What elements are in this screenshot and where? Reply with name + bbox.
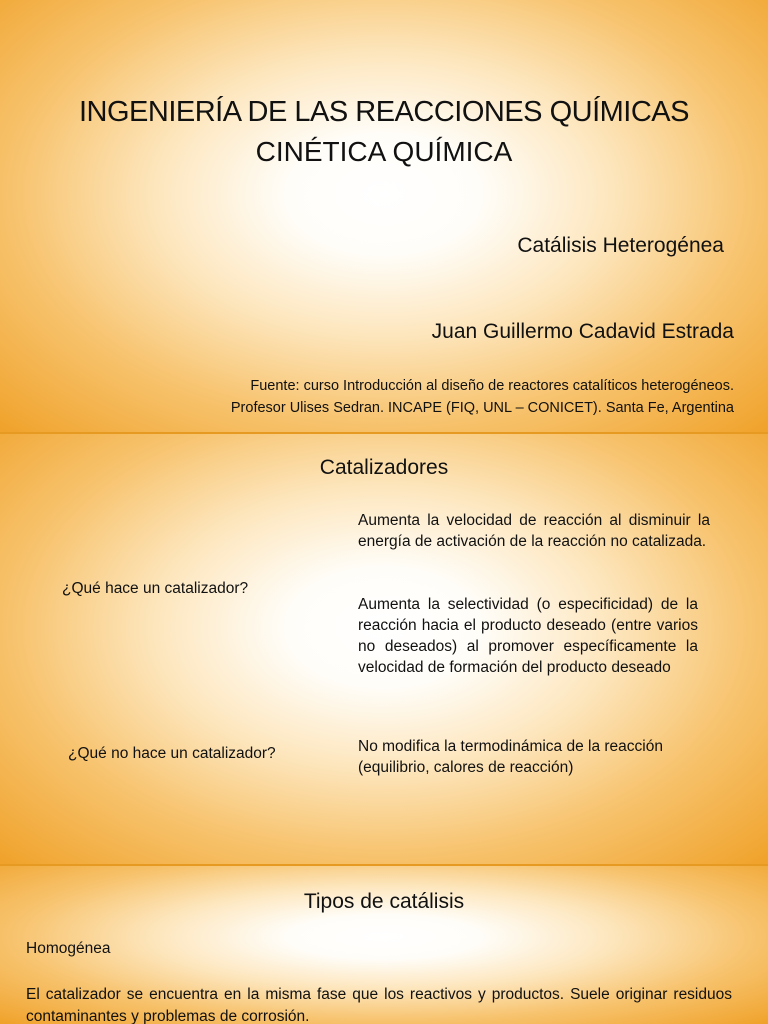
answer-activation-energy: Aumenta la velocidad de reacción al disminuir la energía de activación de la reacción no catalizada. (358, 512, 710, 550)
section-heading-homogeneous: Homogénea (26, 940, 111, 957)
topic-title: Catálisis Heterogénea (517, 234, 724, 257)
slide-heading: Tipos de catálisis (303, 890, 465, 913)
source-line-2: Profesor Ulises Sedran. INCAPE (FIQ, UNL – CONICET). Santa Fe, Argentina (230, 400, 734, 416)
section-body: El catalizador se encuentra en la misma fase que los reactivos y productos. Suele originar residuos contaminantes y problemas de corrosión. (26, 986, 732, 1024)
slide-title (0, 0, 768, 432)
question-what-does-not: ¿Qué no hace un catalizador? (68, 745, 276, 762)
course-subtitle: CINÉTICA QUÍMICA (255, 136, 513, 167)
slide-catalysts (0, 434, 768, 864)
slide-catalysis-types (0, 866, 768, 1024)
slide-heading: Catalizadores (319, 456, 449, 479)
author-name: Juan Guillermo Cadavid Estrada (431, 320, 734, 343)
course-title: INGENIERÍA DE LAS REACCIONES QUÍMICAS (79, 96, 689, 128)
source-line-1: Fuente: curso Introducción al diseño de reactores catalíticos heterogéneos. (250, 378, 734, 394)
question-what-does: ¿Qué hace un catalizador? (62, 580, 249, 597)
answer-thermodynamics: No modifica la termodinámica de la reacción (equilibrio, calores de reacción) (358, 738, 663, 776)
answer-selectivity: Aumenta la selectividad (o especificidad) de la reacción hacia el producto deseado (entre varios no deseados) al promover específicamente la velocidad de formación del producto deseado (358, 596, 698, 676)
